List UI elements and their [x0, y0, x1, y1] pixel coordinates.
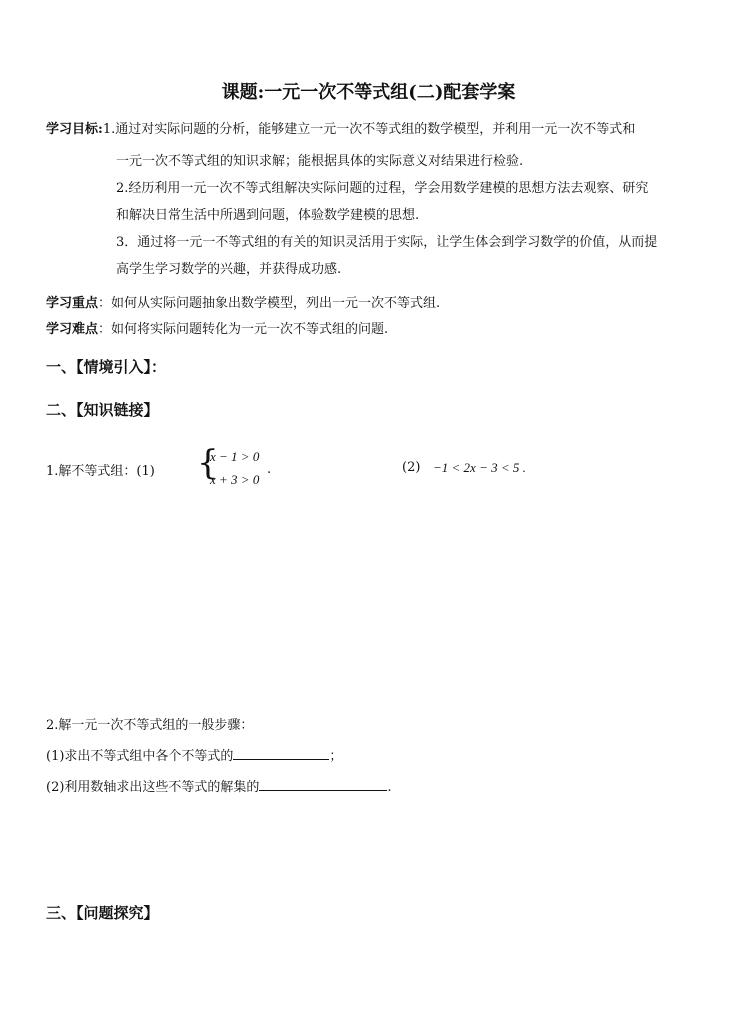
page-title: 课题:一元一次不等式组(二)配套学案: [221, 82, 516, 103]
key-point: [46, 292, 440, 311]
q2-heading: 2.解一元一次不等式组的一般步骤：: [46, 718, 254, 733]
answer-blank-2[interactable]: [259, 776, 387, 791]
objectives-separator: :: [98, 122, 103, 137]
section-heading-3: 三、【问题探究】: [46, 904, 159, 922]
section-heading-1: 一、【情境引入】：: [46, 358, 167, 376]
q1-prefix: 1.解不等式组：(1): [46, 464, 155, 479]
section-heading-2: 二、【知识链接】: [46, 401, 159, 419]
system-period: .: [267, 462, 272, 477]
objectives-line-1: [46, 118, 635, 137]
objectives-line-4: 和解决日常生活中所遇到问题，体验数学建模的思想.: [116, 208, 420, 223]
q1-part2-label: (2): [402, 460, 421, 475]
difficulty-label: 学习难点: [46, 322, 99, 337]
difficulty-text: ：如何将实际问题转化为一元一次不等式组的问题.: [98, 322, 389, 337]
objectives-label: 学习目标: [46, 122, 99, 137]
key-point-text: ：如何从实际问题抽象出数学模型，列出一元一次不等式组.: [98, 296, 441, 311]
objectives-text-1: 1.通过对实际问题的分析，能够建立一元一次不等式组的数学模型，并利用一元一次不等式和: [102, 122, 636, 137]
q2-step-2: [46, 776, 392, 795]
q2-step-2-end: .: [387, 780, 392, 795]
inequality-2: x + 3 > 0: [210, 472, 260, 487]
objectives-line-3: 2.经历利用一元一次不等式组解决实际问题的过程，学会用数学建模的思想方法去观察、研究: [116, 181, 649, 196]
q1-part2-expression: −1 < 2x − 3 < 5 .: [433, 460, 526, 475]
answer-blank-1[interactable]: [233, 745, 329, 760]
difficulty: [46, 318, 388, 337]
inequality-1: x − 1 > 0: [210, 449, 260, 464]
q2-step-1: [46, 745, 342, 764]
objectives-line-6: 高学生学习数学的兴趣，并获得成功感.: [116, 262, 342, 277]
objectives-line-5: 3．通过将一元一不等式组的有关的知识灵活用于实际，让学生体会到学习数学的价值，从而提: [116, 235, 658, 250]
system-brace: {: [197, 443, 219, 483]
q2-step-1-end: ；: [329, 749, 343, 764]
q2-step-1-text: (1)求出不等式组中各个不等式的: [46, 749, 234, 764]
key-point-label: 学习重点: [46, 296, 99, 311]
objectives-line-2: 一元一次不等式组的知识求解；能根据具体的实际意义对结果进行检验.: [116, 154, 524, 169]
q2-step-2-text: (2)利用数轴求出这些不等式的解集的: [46, 780, 260, 795]
